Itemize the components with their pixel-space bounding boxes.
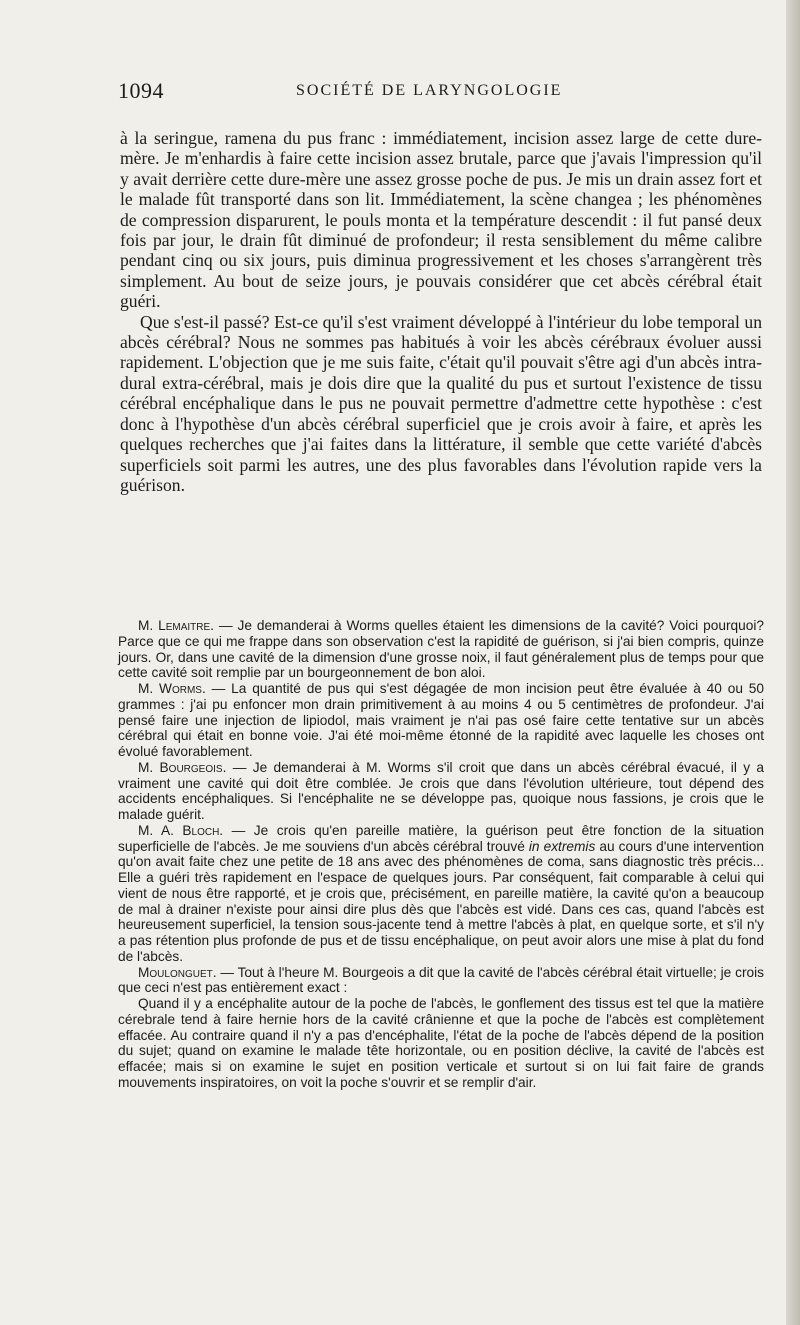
speaker-name: Moulonguet. (138, 964, 217, 980)
italic-phrase: in extremis (528, 838, 596, 854)
page-edge (786, 0, 800, 1325)
discussion-section (118, 618, 764, 1091)
page-header (118, 78, 760, 108)
discussion-paragraph (118, 996, 764, 1091)
discussion-paragraph (118, 823, 764, 965)
running-head: SOCIÉTÉ DE LARYNGOLOGIE (296, 82, 563, 99)
discussion-paragraph (118, 965, 764, 997)
speaker-name: M. A. Bloch. (138, 822, 224, 838)
speaker-text: — Je crois qu'en pareille matière, la guérison peut être fonction de la situation superficielle de l'abcès. Je me souviens d'un abcès cérébral trouvé (118, 822, 764, 854)
speaker-name: M. Lemaitre. (138, 618, 214, 633)
speaker-text: — La quantité de pus qui s'est dégagée de mon incision peut être évaluée à 40 ou 50 grammes : j'ai pu enfoncer mon drain primitivement à au moins 4 ou 5 centimètres de profondeur. J'ai pensé faire une injection de lipiodol, mais vraiment je n'ai pas osé faire cette tentative sur un abcès cérébral qui était en bonne voie. J'ai été moi-même étonné de la rapidité avec laquelle les choses ont évolué favorablement. (118, 681, 764, 759)
speaker-text: Quand il y a encéphalite autour de la poche de l'abcès, le gonflement des tissus est tel que la matière cérebrale tend à faire hernie hors de la cavité crânienne et que la poche de l'abcès est complètement effacée. Au contraire quand il n'y a pas d'encéphalite, l'état de la poche de l'abcès dépend de la position du sujet; quand on examine le malade tête horizontale, ou en position déclive, la cavité de l'abcès est effacée; mais si on examine le sujet en position verticale et surtout si on lui fait faire de grands mouvements inspiratoires, on voit la poche s'ouvrir et se remplir d'air. (118, 996, 764, 1090)
body-paragraph: Que s'est-il passé? Est-ce qu'il s'est vraiment développé à l'intérieur du lobe temporal un abcès cérébral? Nous ne sommes pas habitués à voir les abcès cérébraux évoluer aussi rapidement. L'objection que je me suis faite, c'était qu'il pouvait s'être agi d'un abcès intra-dural extra-cérébral, mais je dois dire que la qualité du pus et surtout l'existence de tissu cérébral encéphalique dans le pus ne pouvait permettre d'admettre cette hypothèse : c'est donc à l'hypothèse d'un abcès cérébral superficiel que je crois avoir à faire, et après les quelques recherches que j'ai faites dans la littérature, il semble que cette variété d'abcès superficiels soit parmi les autres, une des plus favorables dans l'évolution rapide vers la guérison. (120, 311, 762, 495)
speaker-text-continued: au cours d'une intervention qu'on avait faite chez une petite de 18 ans avec des phénomènes de coma, sans diagnostic très précis... Elle a guéri très rapidement en l'espace de quelques jours. Par conséquent, fait comparable à celui qui vient de nous être rapporté, et je crois que, précisément, en pareille matière, la cavité qu'on a beaucoup de mal à drainer n'existe pour ainsi dire plus dès que l'abcès est vidé. Dans ces cas, quand l'abcès est heureusement superficiel, la tension sous-jacente tend à mettre l'abcès à plat, en quelque sorte, et s'il n'y a pas rétention plus profonde de pus et de tissu encéphalique, on peut avoir alors une mise à plat du fond de l'abcès. (118, 838, 765, 964)
discussion-paragraph (118, 681, 764, 760)
speaker-name: M. Worms. (138, 681, 206, 696)
speaker-text: — Je demanderai à Worms quelles étaient les dimensions de la cavité? Voici pourquoi? Parce que ce qui me frappe dans son observation c'est la rapidité de guérison, si j'ai bien compris, quinze jours. Or, dans une cavité de la dimension d'une grosse noix, il faut généralement plus de temps pour que cette cavité soit remplie par un bourgeonnement de bon aloi. (118, 618, 764, 681)
discussion-paragraph (118, 760, 764, 823)
speaker-text: — Je demanderai à M. Worms s'il croit que dans un abcès cérébral évacué, il y a vraiment une cavité qui doit être comblée. Je crois que dans l'évolution ultérieure, tout dépend des accidents encéphaliques. Si l'encéphalite ne se développe pas, quoique nous fassions, je crois que le malade guérit. (118, 759, 764, 822)
speaker-text: — Tout à l'heure M. Bourgeois a dit que la cavité de l'abcès cérébral était virtuelle; je crois que ceci n'est pas entièrement exact : (118, 964, 764, 996)
body-paragraph: à la seringue, ramena du pus franc : immédiatement, incision assez large de cette dure-mère. Je m'enhardis à faire cette incision assez brutale, parce que j'avais l'impression qu'il y avait derrière cette dure-mère une assez grosse poche de pus. Je mis un drain assez fort et le malade fût transporté dans son lit. Immédiatement, la scène changea ; les phénomènes de compression disparurent, le pouls monta et la température descendit : il fut pansé deux fois par jour, le drain fût diminué de profondeur; il resta sensiblement du même calibre pendant cinq ou six jours, puis diminua progressivement et les choses s'arrangèrent très simplement. Au bout de seize jours, je pouvais considérer que cet abcès cérébral était guéri. (120, 128, 762, 312)
speaker-name: M. Bourgeois. (138, 759, 227, 775)
main-text (120, 128, 762, 495)
discussion-paragraph (118, 618, 764, 681)
page-number: 1094 (118, 78, 164, 103)
